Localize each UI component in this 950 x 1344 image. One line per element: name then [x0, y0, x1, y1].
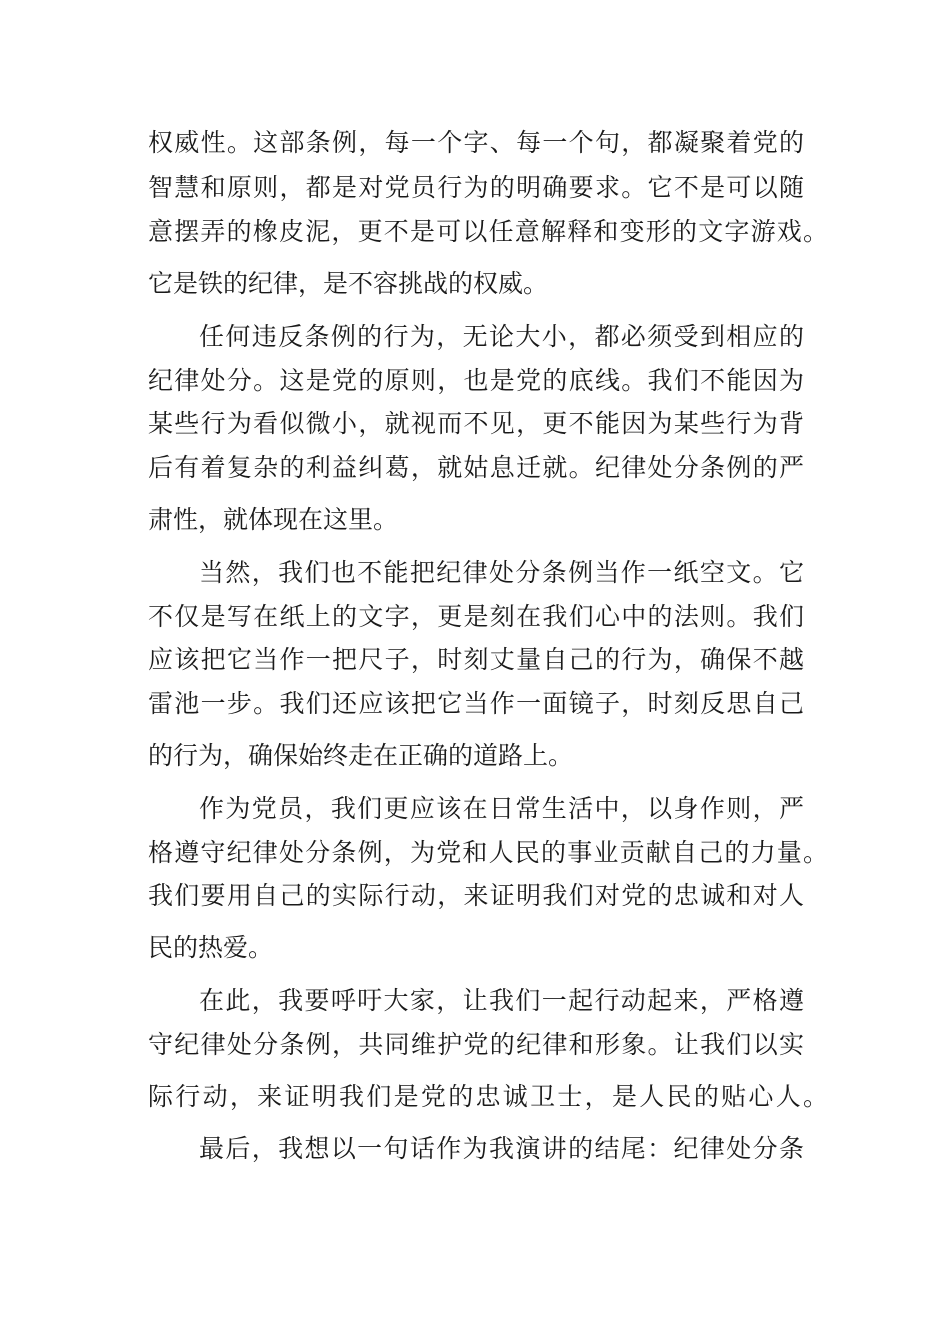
text-line: 最后，我想以一句话作为我演讲的结尾：纪律处分条 [199, 1134, 804, 1163]
text-line: 肃性，就体现在这里。 [148, 505, 399, 534]
text-line: 我们要用自己的实际行动，来证明我们对党的忠诚和对人 [148, 881, 804, 910]
text-line: 作为党员，我们更应该在日常生活中，以身作则，严 [199, 794, 804, 823]
text-line: 不仅是写在纸上的文字，更是刻在我们心中的法则。我们 [148, 602, 804, 631]
text-line: 权威性。这部条例，每一个字、每一个句，都凝聚着党的 [148, 128, 804, 157]
text-line: 民的热爱。 [148, 933, 274, 962]
text-line: 后有着复杂的利益纠葛，就姑息迁就。纪律处分条例的严 [148, 453, 804, 482]
text-line: 格遵守纪律处分条例，为党和人民的事业贡献自己的力量。 [148, 838, 828, 867]
text-line: 意摆弄的橡皮泥，更不是可以任意解释和变形的文字游戏。 [148, 217, 828, 246]
text-line: 任何违反条例的行为，无论大小，都必须受到相应的 [199, 322, 804, 351]
text-line: 它是铁的纪律，是不容挑战的权威。 [148, 269, 549, 298]
text-line: 纪律处分。这是党的原则，也是党的底线。我们不能因为 [148, 366, 804, 395]
text-line: 的行为，确保始终走在正确的道路上。 [148, 741, 574, 770]
text-line: 在此，我要呼吁大家，让我们一起行动起来，严格遵 [199, 986, 804, 1015]
text-line: 某些行为看似微小，就视而不见，更不能因为某些行为背 [148, 409, 804, 438]
text-line: 际行动，来证明我们是党的忠诚卫士，是人民的贴心人。 [148, 1082, 828, 1111]
text-line: 当然，我们也不能把纪律处分条例当作一纸空文。它 [199, 558, 804, 587]
text-line: 雷池一步。我们还应该把它当作一面镜子，时刻反思自己 [148, 689, 804, 718]
text-line: 应该把它当作一把尺子，时刻丈量自己的行为，确保不越 [148, 645, 804, 674]
text-line: 守纪律处分条例，共同维护党的纪律和形象。让我们以实 [148, 1030, 804, 1059]
text-line: 智慧和原则，都是对党员行为的明确要求。它不是可以随 [148, 173, 804, 202]
